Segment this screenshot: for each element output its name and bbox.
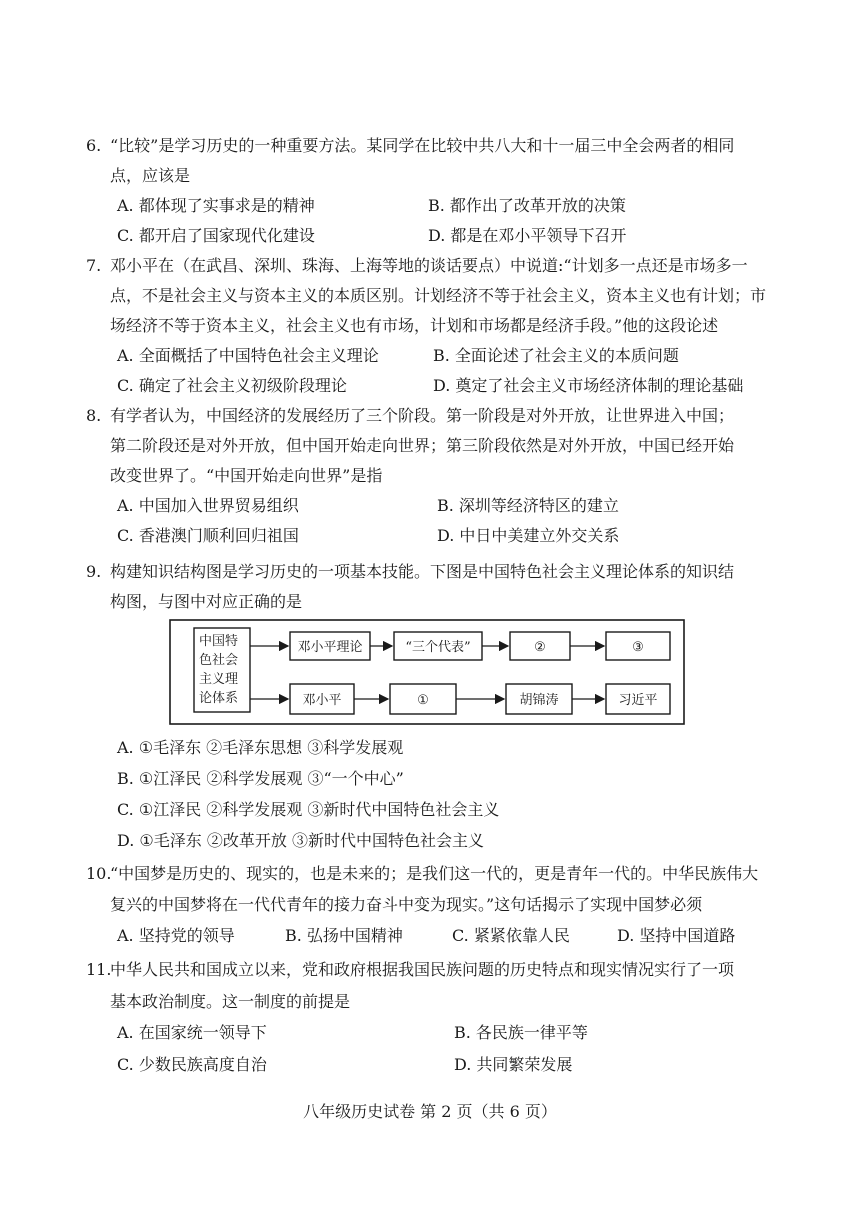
question-11-option-b: B. 各民族一律平等	[454, 1023, 588, 1042]
question-7-option-d: D. 奠定了社会主义市场经济体制的理论基础	[433, 376, 744, 395]
question-8-line-1: 有学者认为，中国经济的发展经历了三个阶段。第一阶段是对外开放，让世界进入中国；	[110, 406, 735, 425]
diagram-source-line-4: 论体系	[199, 691, 239, 706]
question-8-option-b: B. 深圳等经济特区的建立	[437, 496, 619, 515]
question-11-line-2: 基本政治制度。这一制度的前提是	[110, 992, 351, 1011]
question-7-line-2: 点，不是社会主义与资本主义的本质区别。计划经济不等于社会主义，资本主义也有计划；市	[110, 286, 767, 305]
question-6-line-1: “比较”是学习历史的一种重要方法。某同学在比较中共八大和十一届三中全会两者的相同	[110, 136, 735, 155]
question-7-line-3: 场经济不等于资本主义，社会主义也有市场，计划和市场都是经济手段。”他的这段论述	[110, 316, 719, 335]
question-9-option-d: D. ①毛泽东 ②改革开放 ③新时代中国特色社会主义	[117, 831, 484, 850]
page-footer: 八年级历史试卷 第 2 页（共 6 页）	[303, 1102, 557, 1121]
question-7-line-1: 邓小平在（在武昌、深圳、珠海、上海等地的谈话要点）中说道:“计划多一点还是市场多一	[110, 256, 748, 275]
question-9-line-2: 构图，与图中对应正确的是	[110, 592, 303, 611]
question-8-line-3: 改变世界了。“中国开始走向世界”是指	[110, 466, 383, 485]
question-7-option-c: C. 确定了社会主义初级阶段理论	[117, 376, 347, 395]
question-6-number: 6.	[86, 136, 102, 155]
diagram-top-label-4: ③	[632, 640, 644, 655]
question-8-option-c: C. 香港澳门顺利回归祖国	[117, 526, 299, 545]
question-10-line-2: 复兴的中国梦将在一代代青年的接力奋斗中变为现实。”这句话揭示了实现中国梦必须	[110, 895, 703, 914]
question-11-option-c: C. 少数民族高度自治	[117, 1055, 267, 1074]
knowledge-structure-diagram	[168, 618, 688, 726]
question-10-option-a: A. 坚持党的领导	[117, 926, 235, 945]
question-7-number: 7.	[86, 256, 102, 275]
question-9-number: 9.	[86, 562, 102, 581]
question-7-option-b: B. 全面论述了社会主义的本质问题	[433, 346, 679, 365]
question-10-option-d: D. 坚持中国道路	[617, 926, 736, 945]
diagram-top-label-1: 邓小平理论	[297, 640, 363, 655]
question-8-number: 8.	[86, 406, 102, 425]
question-6-option-b: B. 都作出了改革开放的决策	[428, 196, 626, 215]
question-8-option-d: D. 中日中美建立外交关系	[437, 526, 620, 545]
diagram-top-label-2: “三个代表”	[405, 640, 471, 655]
question-9-option-b: B. ①江泽民 ②科学发展观 ③“一个中心”	[117, 769, 404, 788]
question-8-line-2: 第二阶段还是对外开放，但中国开始走向世界；第三阶段依然是对外开放，中国已经开始	[110, 436, 735, 455]
diagram-bottom-label-4: 习近平	[618, 693, 658, 708]
question-6-option-a: A. 都体现了实事求是的精神	[117, 196, 315, 215]
question-11-option-d: D. 共同繁荣发展	[454, 1055, 573, 1074]
question-10-option-c: C. 紧紧依靠人民	[452, 926, 570, 945]
diagram-source-line-3: 主义理	[199, 672, 239, 687]
diagram-top-label-3: ②	[534, 640, 546, 655]
question-7-option-a: A. 全面概括了中国特色社会主义理论	[117, 346, 379, 365]
question-11-number: 11.	[86, 960, 112, 979]
diagram-source-line-2: 色社会	[199, 653, 239, 668]
diagram-bottom-label-1: 邓小平	[302, 693, 342, 708]
question-9-line-1: 构建知识结构图是学习历史的一项基本技能。下图是中国特色社会主义理论体系的知识结	[110, 562, 735, 581]
diagram-source-line-1: 中国特	[199, 634, 239, 649]
question-10-option-b: B. 弘扬中国精神	[285, 926, 403, 945]
diagram-outer-frame	[170, 620, 684, 724]
question-11-line-1: 中华人民共和国成立以来，党和政府根据我国民族问题的历史特点和现实情况实行了一项	[110, 960, 735, 979]
question-11-option-a: A. 在国家统一领导下	[117, 1023, 267, 1042]
diagram-bottom-label-2: ①	[417, 693, 429, 708]
question-8-option-a: A. 中国加入世界贸易组织	[117, 496, 299, 515]
question-9-option-c: C. ①江泽民 ②科学发展观 ③新时代中国特色社会主义	[117, 800, 500, 819]
question-6-option-c: C. 都开启了国家现代化建设	[117, 226, 315, 245]
question-6-line-2: 点，应该是	[110, 166, 191, 185]
question-10-line-1: “中国梦是历史的、现实的，也是未来的；是我们这一代的，更是青年一代的。中华民族伟大	[110, 864, 759, 883]
question-6-option-d: D. 都是在邓小平领导下召开	[428, 226, 627, 245]
diagram-bottom-label-3: 胡锦涛	[519, 693, 559, 708]
question-9-option-a: A. ①毛泽东 ②毛泽东思想 ③科学发展观	[117, 738, 404, 757]
question-10-number: 10.	[86, 864, 112, 883]
